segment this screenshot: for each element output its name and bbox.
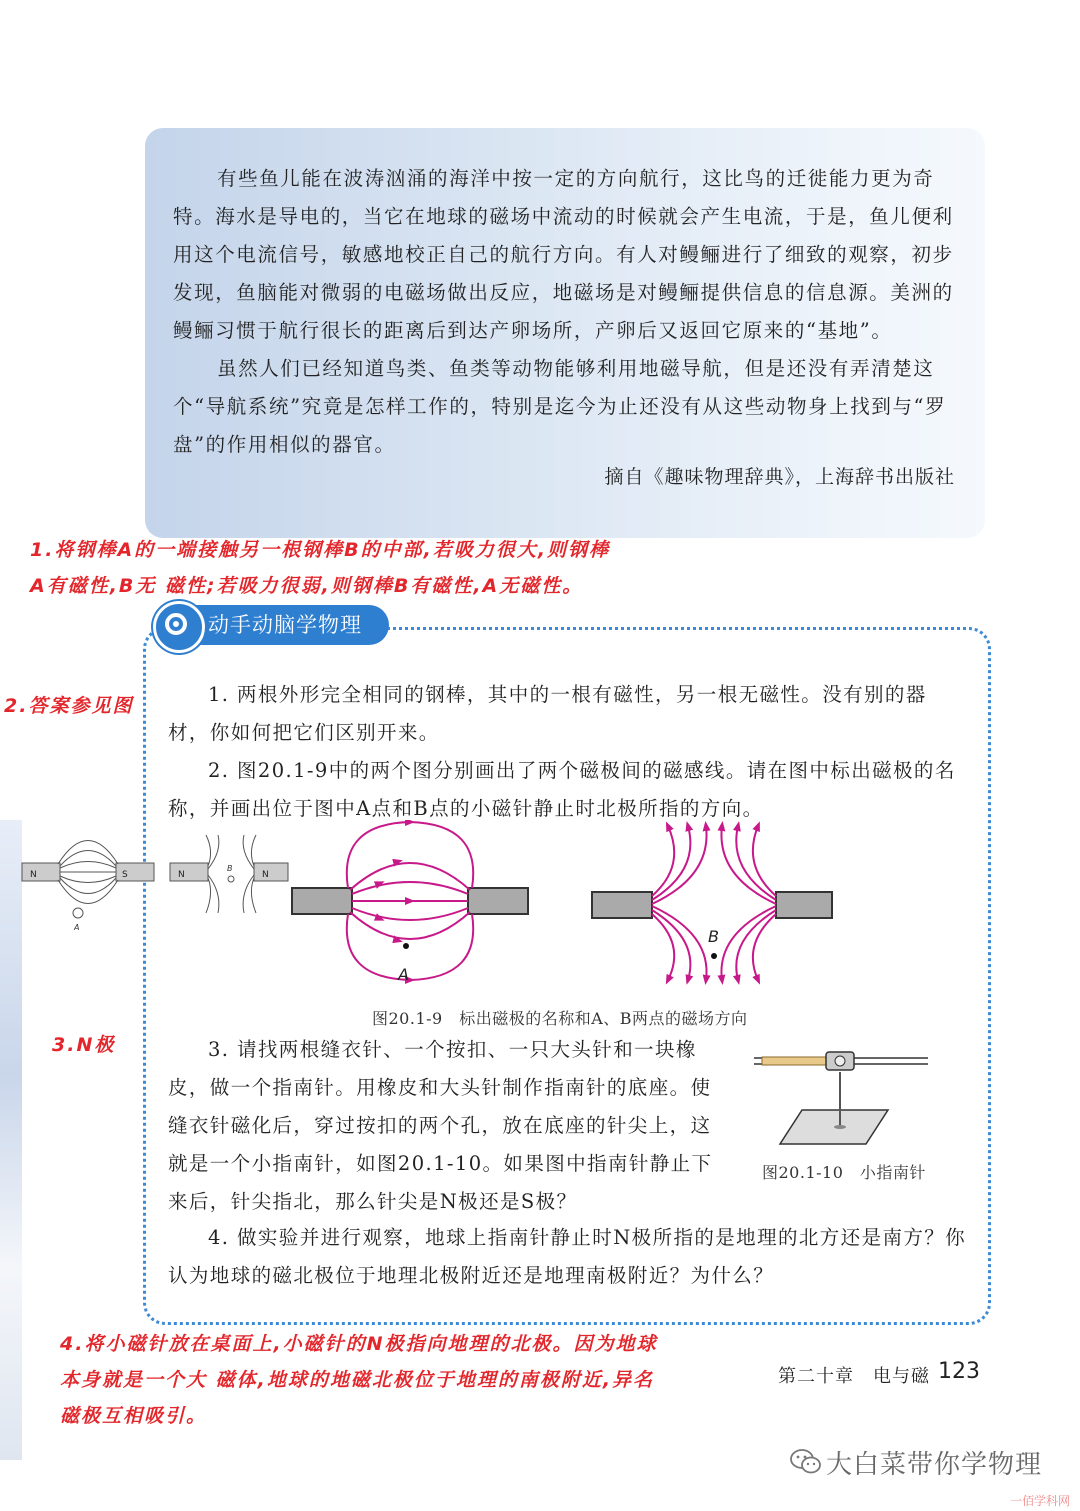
reading-paragraph-2: 虽然人们已经知道鸟类、鱼类等动物能够利用地磁导航，但是还没有弄清楚这个“导航系统”究竟是怎样工作的，特别是迄今为止还没有从这些动物身上找到与“罗盘”的作用相似的器官。 xyxy=(173,357,947,456)
figure-unlike-poles xyxy=(292,822,528,980)
page-number: 123 xyxy=(938,1359,980,1384)
compass-needle xyxy=(754,1052,928,1070)
figure-20-1-9-caption: 图20.1-9 标出磁极的名称和A、B两点的磁场方向 xyxy=(372,1009,748,1028)
figure-point-b-dot xyxy=(711,953,717,959)
wechat-account-name: 大白菜带你学物理 xyxy=(826,1450,1043,1480)
answer-note-1-line1: 1.将钢棒A的一端接触另一根钢棒B的中部,若吸力很大,则钢棒 xyxy=(30,539,611,561)
figure-20-1-10-caption: 图20.1-10 小指南针 xyxy=(762,1163,926,1182)
answer-sketch-like-poles xyxy=(170,835,288,913)
reading-paragraph-1: 有些鱼儿能在波涛汹涌的海洋中按一定的方向航行，这比鸟的迁徙能力更为奇特。海水是导电的，当它在地球的磁场中流动的时候就会产生电流，于是，鱼儿便利用这个电流信号，敏感地校正自己的航行方向。有人对鳗鲡进行了细致的观察，初步发现，鱼脑能对微弱的电磁场做出反应，地磁场是对鳗鲡提供信息的信息源。美洲的鳗鲡习惯于航行很长的距离后到达产卵场所，产卵后又返回它原来的“基地”。 xyxy=(173,167,954,342)
question-1: 1. 两根外形完全相同的钢棒，其中的一根有磁性，另一根无磁性。没有别的器材，你如何把它们区别开来。 xyxy=(168,683,927,744)
answer-note-4-line3: 磁极互相吸引。 xyxy=(60,1405,208,1427)
answer-sketch-n-left-2: N xyxy=(178,870,185,880)
activity-title: 动手动脑学物理 xyxy=(208,613,362,637)
answer-sketch-n-right-2: N xyxy=(262,870,269,880)
answer-sketch xyxy=(18,833,290,933)
answer-note-1 xyxy=(30,532,610,604)
answer-sketch-n-left: N xyxy=(30,870,37,880)
reading-source: 摘自《趣味物理辞典》，上海辞书出版社 xyxy=(604,466,955,488)
answer-note-3: 3.N极 xyxy=(52,1034,116,1056)
figure-point-a-label: A xyxy=(398,965,409,984)
activity-header-icon xyxy=(153,601,205,653)
wechat-icon xyxy=(790,1448,822,1476)
reading-passage-box xyxy=(145,128,985,538)
question-3: 3. 请找两根缝衣针、一个按扣、一只大头针和一块橡皮，做一个指南针。用橡皮和大头针制作指南针的底座。使缝衣针磁化后，穿过按扣的两个孔，放在底座的针尖上，这就是一个小指南针，如图20.1-10。如果图中指南针静止下来后，针尖指北，那么针尖是N极还是S极？ xyxy=(168,1038,713,1213)
answer-sketch-point-a: A xyxy=(74,923,80,932)
answer-sketch-s-right: S xyxy=(122,870,128,880)
answer-note-1-line2: A有磁性,B无 磁性;若吸力很弱,则钢棒B有磁性,A无磁性。 xyxy=(30,575,584,597)
answer-note-4-line1: 4.将小磁针放在桌面上,小磁针的N极指向地理的北极。因为地球 xyxy=(60,1333,658,1355)
footer-chapter: 第二十章 电与磁 xyxy=(778,1366,930,1387)
answer-sketch-unlike-poles xyxy=(22,841,154,919)
figure-point-a-dot xyxy=(403,943,409,949)
question-2: 2. 图20.1-9中的两个图分别画出了两个磁极间的磁感线。请在图中标出磁极的名称，并画出位于图中A点和B点的小磁针静止时北极所指的方向。 xyxy=(168,759,956,820)
answer-note-2: 2.答案参见图 xyxy=(4,695,134,717)
answer-sketch-point-b: B xyxy=(227,864,233,873)
answer-note-4-line2: 本身就是一个大 磁体,地球的地磁北极位于地理的南极附近,异名 xyxy=(60,1369,655,1391)
site-watermark: 一佰学科网 xyxy=(1010,1494,1071,1508)
figure-20-1-10 xyxy=(748,1046,934,1150)
answer-note-4 xyxy=(60,1326,658,1434)
question-4: 4. 做实验并进行观察，地球上指南针静止时N极所指的是地理的北方还是南方？你认为地球的磁北极位于地理北极附近还是地理南极附近？为什么？ xyxy=(168,1226,967,1287)
figure-point-b-label: B xyxy=(708,927,719,946)
figure-20-1-9 xyxy=(288,820,848,1000)
